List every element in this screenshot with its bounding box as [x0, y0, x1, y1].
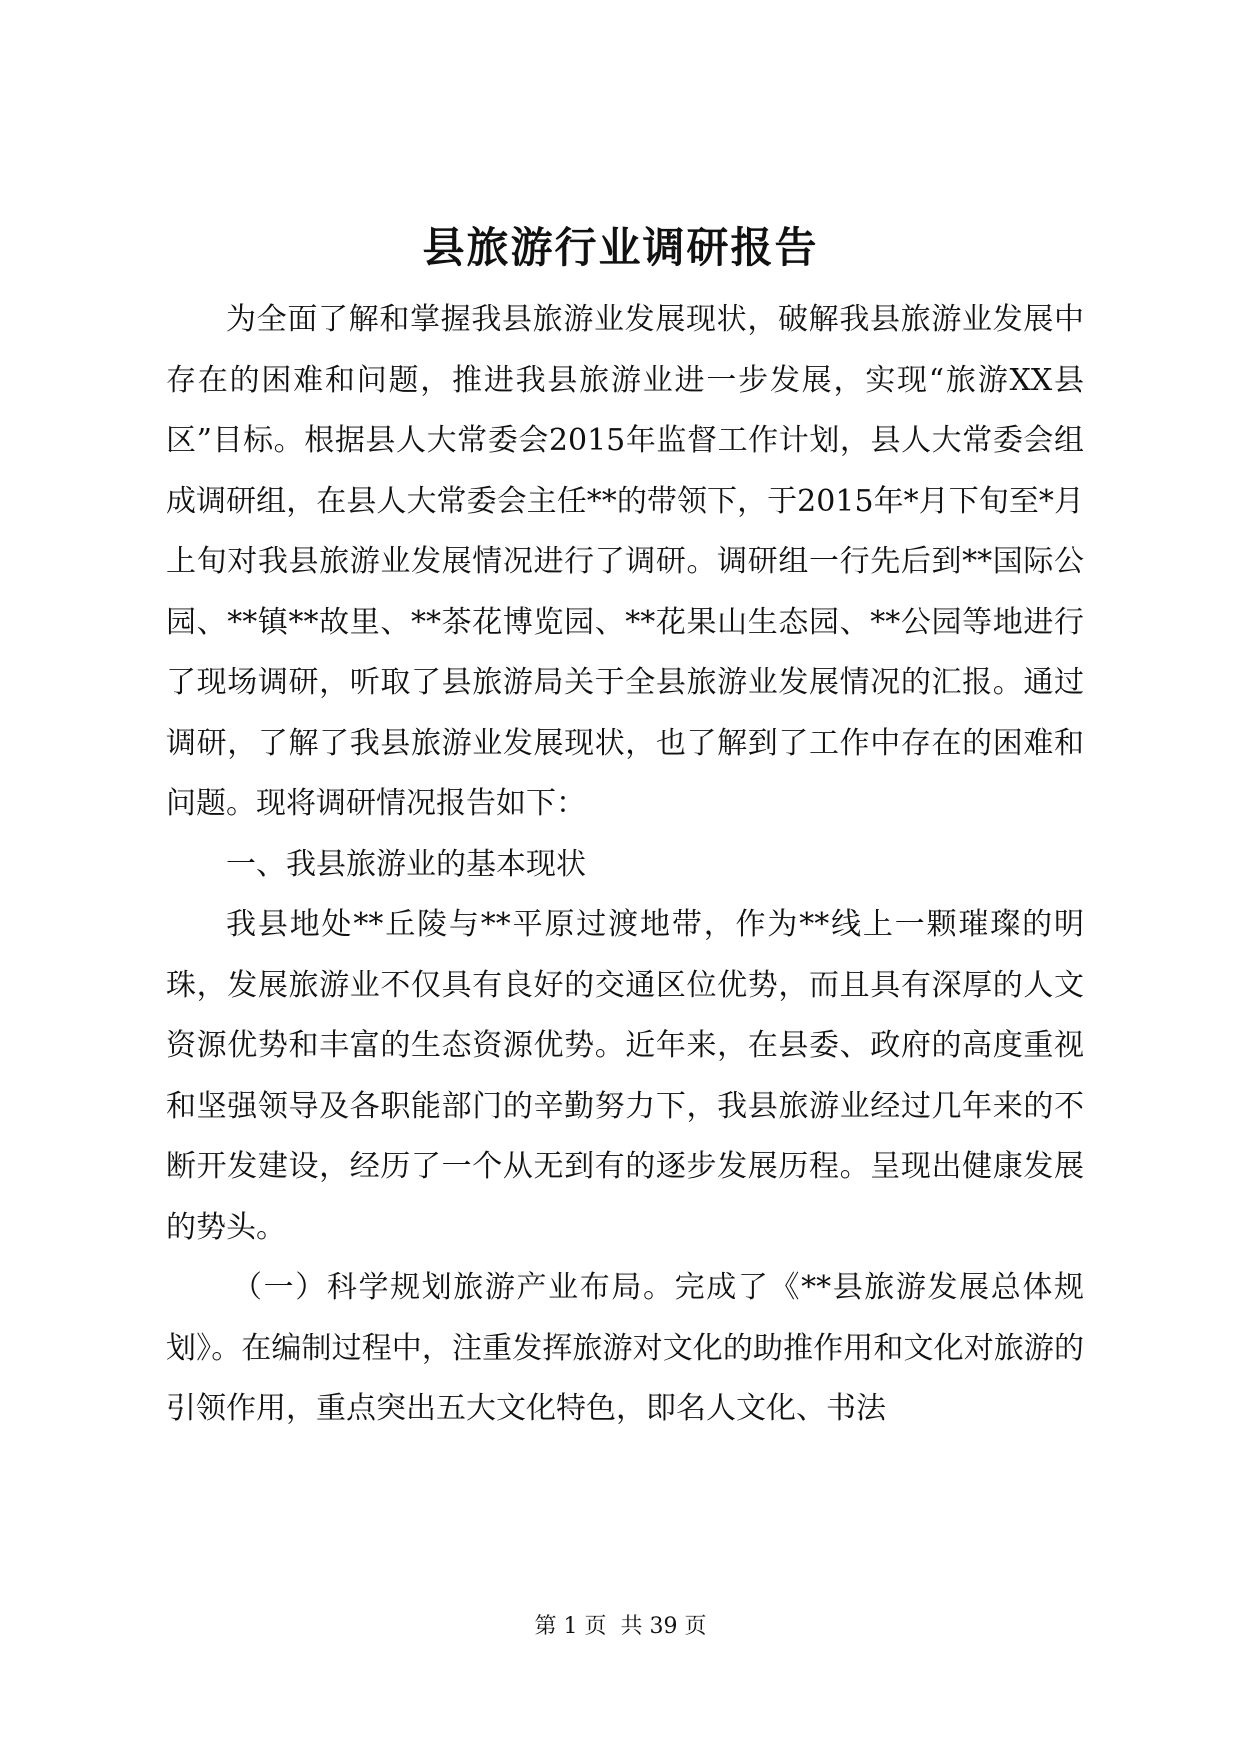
page-footer — [0, 1612, 1241, 1642]
paragraph-intro: 为全面了解和掌握我县旅游业发展现状，破解我县旅游业发展中存在的困难和问题，推进我县旅游业进一步发展，实现“旅游XX县区”目标。根据县人大常委会2015年监督工作计划，县人大常委会组成调研组，在县人大常委会主任**的带领下，于2015年*月下旬至*月上旬对我县旅游业发展情况进行了调研。调研组一行先后到**国际公园、**镇**故里、**茶花博览园、**花果山生态园、**公园等地进行了现场调研，听取了县旅游局关于全县旅游业发展情况的汇报。通过调研，了解了我县旅游业发展现状，也了解到了工作中存在的困难和问题。现将调研情况报告如下： — [166, 302, 1084, 821]
document-body — [166, 290, 1084, 1440]
page-number: 第 1 页 共 39 页 — [534, 1614, 707, 1639]
section-heading-basic-status: 一、我县旅游业的基本现状 — [226, 846, 586, 882]
paragraph-planning: （一）科学规划旅游产业布局。完成了《**县旅游发展总体规划》。在编制过程中，注重发挥旅游对文化的助推作用和文化对旅游的引领作用，重点突出五大文化特色，即名人文化、书法 — [166, 1270, 1084, 1426]
document-title: 县旅游行业调研报告 — [422, 223, 819, 272]
paragraph-basic-status: 我县地处**丘陵与**平原过渡地带，作为**线上一颗璀璨的明珠，发展旅游业不仅具有良好的交通区位优势，而且具有深厚的人文资源优势和丰富的生态资源优势。近年来，在县委、政府的高度重视和坚强领导及各职能部门的辛勤努力下，我县旅游业经过几年来的不断开发建设，经历了一个从无到有的逐步发展历程。呈现出健康发展的势头。 — [166, 907, 1084, 1245]
